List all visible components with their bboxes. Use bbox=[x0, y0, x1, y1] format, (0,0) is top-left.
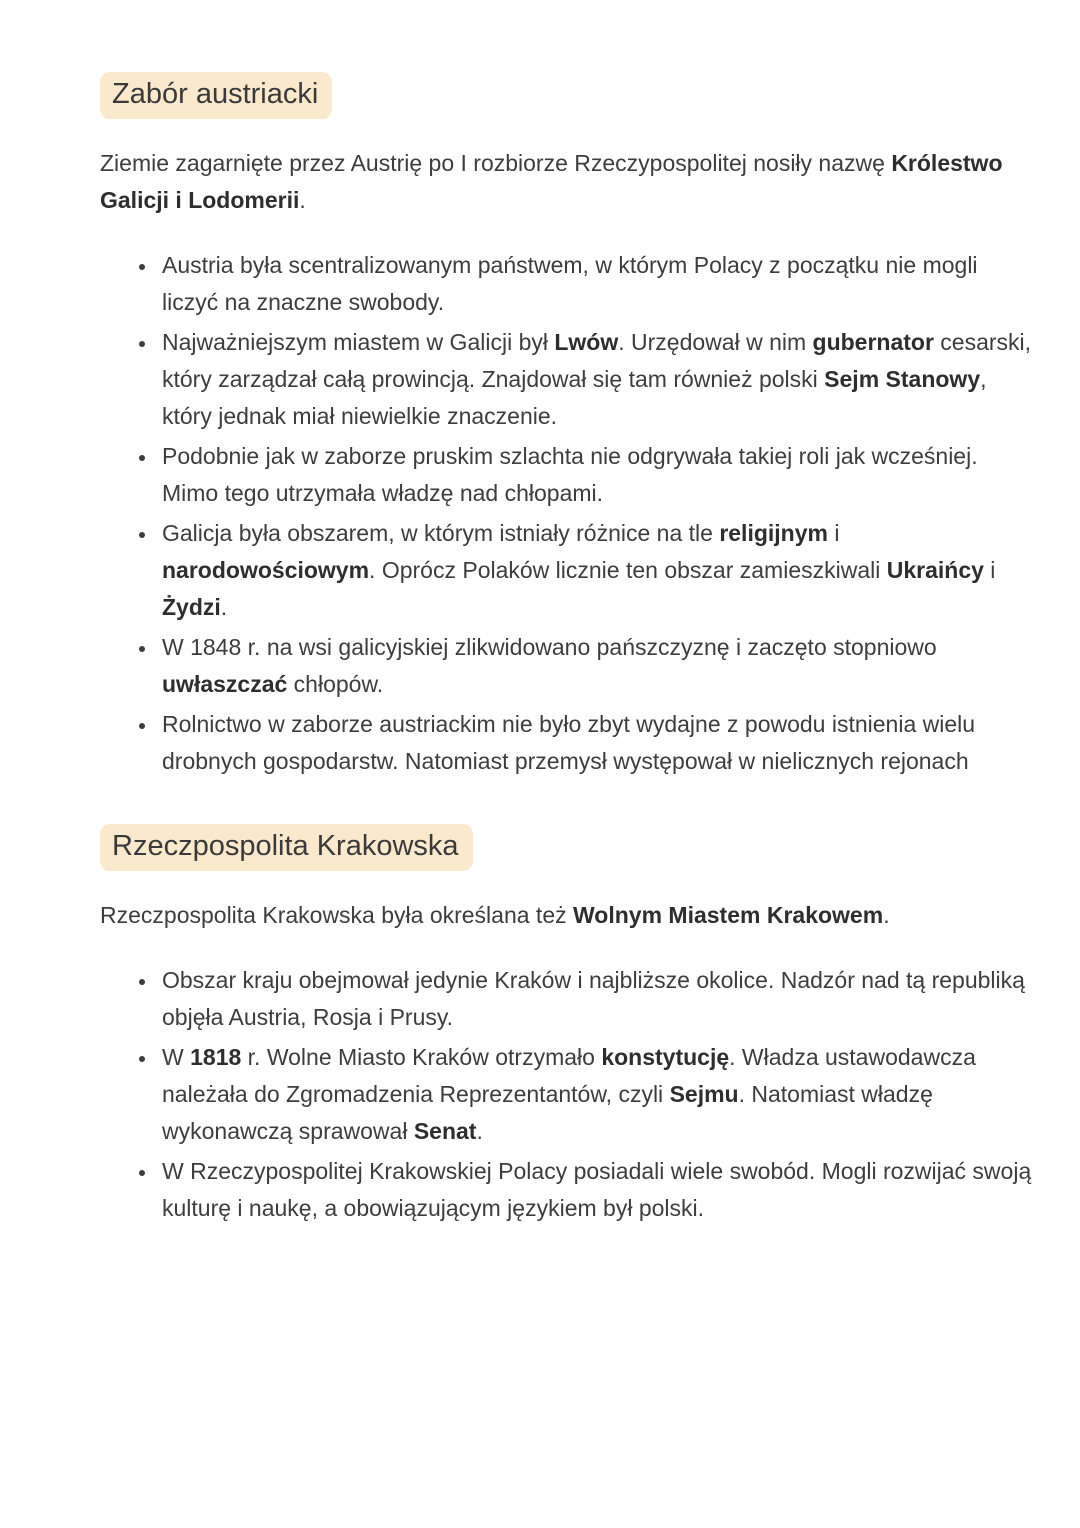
intro-paragraph: Ziemie zagarnięte przez Austrię po I rozbiorze Rzeczypospolitej nosiły nazwę Królestwo Galicji i Lodomerii. bbox=[100, 149, 1003, 213]
list-item: • Podobnie jak w zaborze pruskim szlachta nie odgrywała takiej roli jak wcześniej. Mimo tego utrzymała władzę nad chłopami. bbox=[158, 438, 1035, 512]
list-item: • Najważniejszym miastem w Galicji był Lwów. Urzędował w nim gubernator cesarski, który zarządzał całą prowincją. Znajdował się tam również polski Sejm Stanowy, który jednak miał niewielkie znaczenie. bbox=[158, 324, 1035, 435]
bullet-list bbox=[100, 247, 1035, 780]
list-item: • Obszar kraju obejmował jedynie Kraków i najbliższe okolice. Nadzór nad tą republiką objęła Austria, Rosja i Prusy. bbox=[158, 962, 1035, 1036]
intro-paragraph: Rzeczpospolita Krakowska była określana też Wolnym Miastem Krakowem. bbox=[100, 901, 890, 928]
list-item: • W Rzeczypospolitej Krakowskiej Polacy posiadali wiele swobód. Mogli rozwijać swoją kulturę i naukę, a obowiązującym językiem był polski. bbox=[158, 1153, 1035, 1227]
list-item: • Rolnictwo w zaborze austriackim nie było zbyt wydajne z powodu istnienia wielu drobnych gospodarstw. Natomiast przemysł występował w nielicznych rejonach bbox=[158, 706, 1035, 780]
list-item: • Galicja była obszarem, w którym istniały różnice na tle religijnym i narodowościowym. Oprócz Polaków licznie ten obszar zamieszkiwali Ukraińcy i Żydzi. bbox=[158, 515, 1035, 626]
section-zabor-austriacki bbox=[100, 72, 1035, 780]
section-heading-highlight: Zabór austriacki bbox=[100, 72, 332, 119]
bullet-list bbox=[100, 962, 1035, 1227]
section-heading bbox=[100, 824, 1035, 871]
section-rzeczpospolita-krakowska bbox=[100, 824, 1035, 1227]
list-item: • Austria była scentralizowanym państwem, w którym Polacy z początku nie mogli liczyć na znaczne swobody. bbox=[158, 247, 1035, 321]
section-heading bbox=[100, 72, 1035, 119]
list-item: • W 1818 r. Wolne Miasto Kraków otrzymało konstytucję. Władza ustawodawcza należała do Zgromadzenia Reprezentantów, czyli Sejmu. Natomiast władzę wykonawczą sprawował Senat. bbox=[158, 1039, 1035, 1150]
section-heading-highlight: Rzeczpospolita Krakowska bbox=[100, 824, 473, 871]
list-item: • W 1848 r. na wsi galicyjskiej zlikwidowano pańszczyznę i zaczęto stopniowo uwłaszczać chłopów. bbox=[158, 629, 1035, 703]
